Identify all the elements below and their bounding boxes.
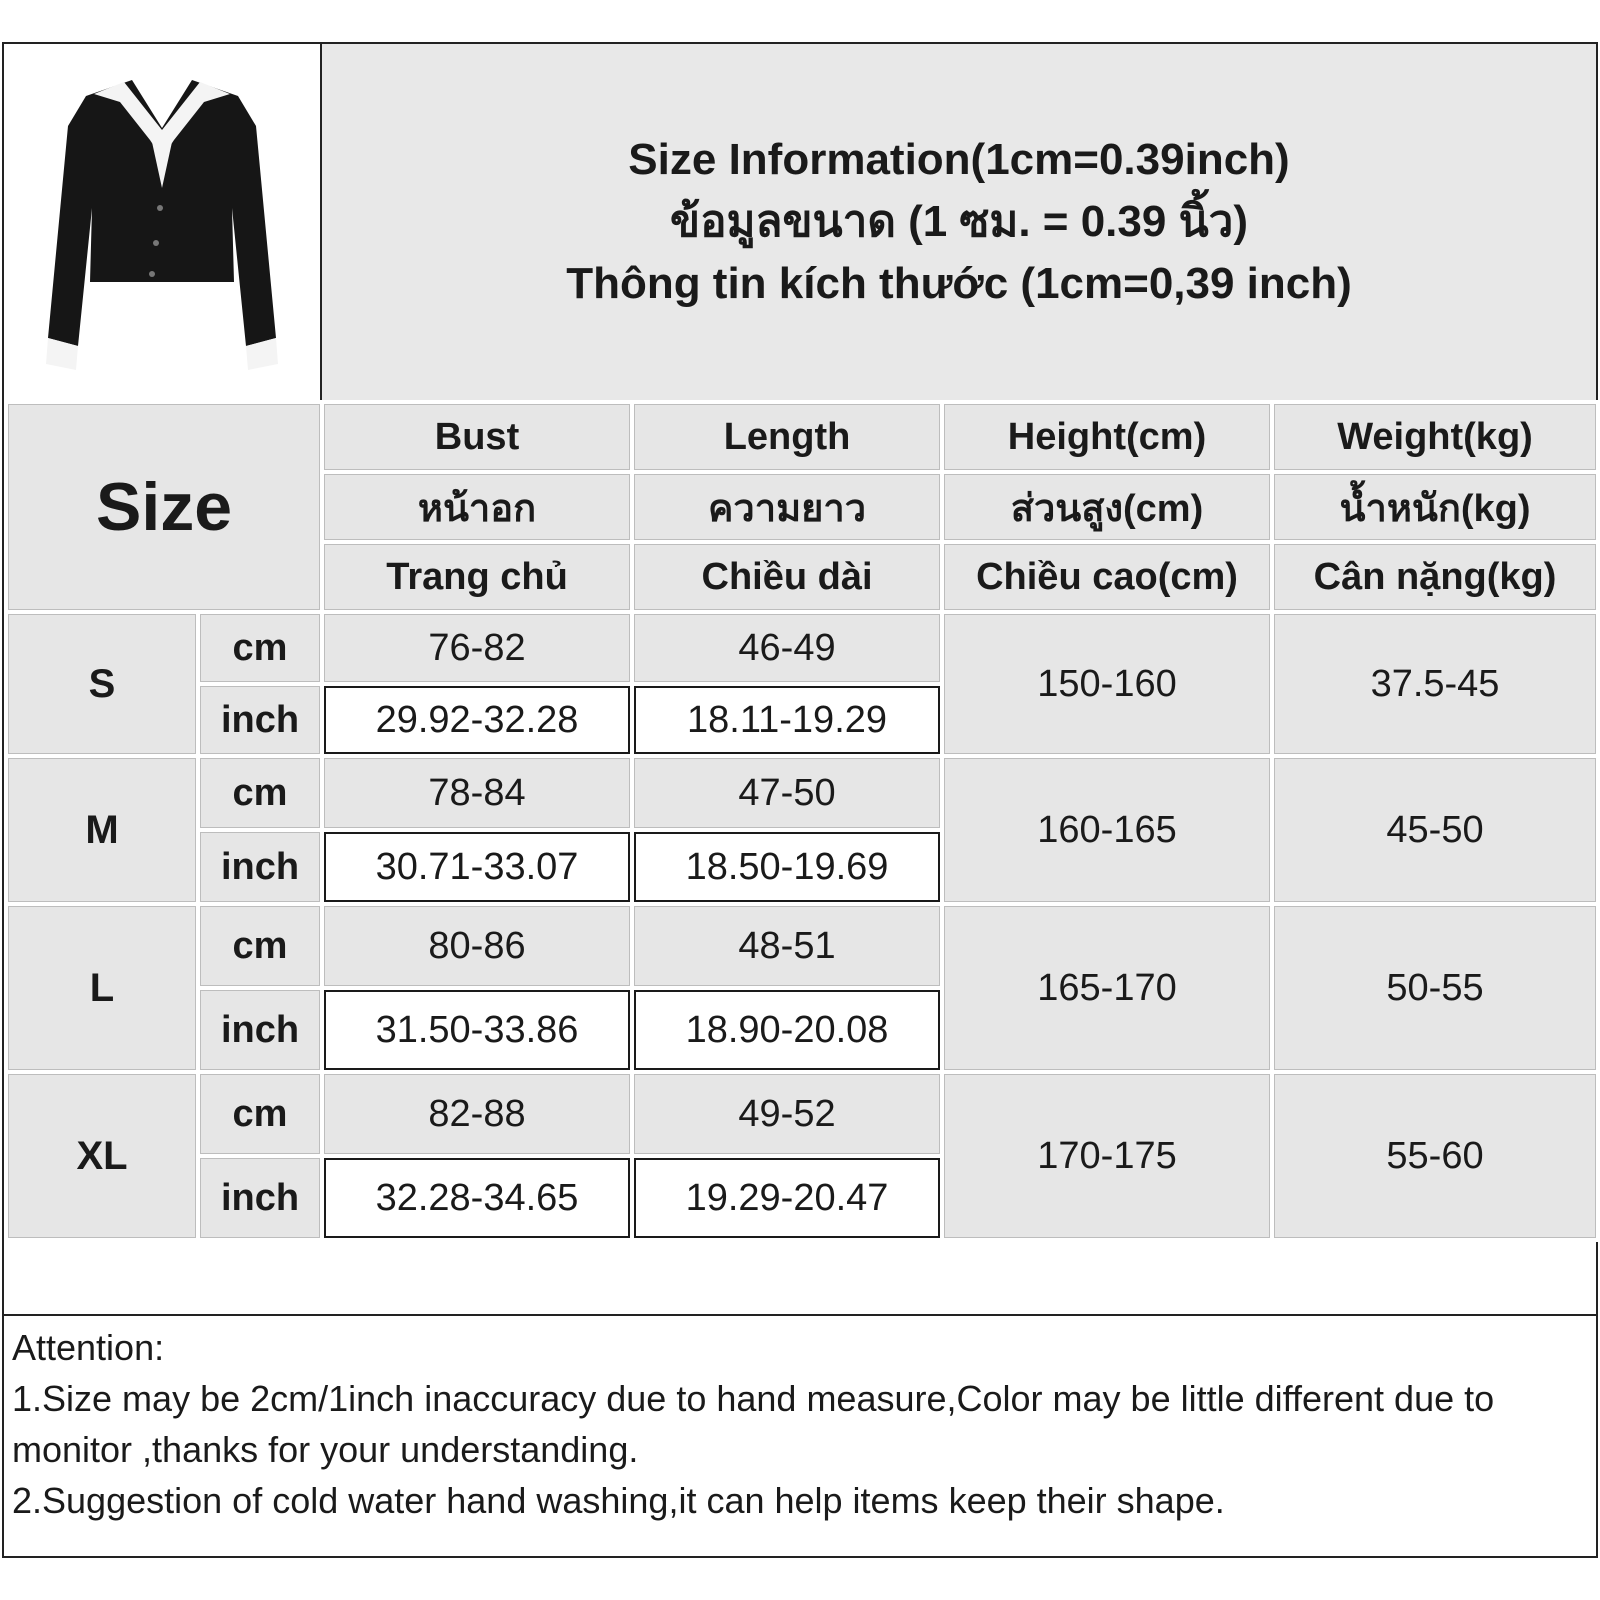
title-area	[322, 44, 1596, 400]
height-range: 160-165	[942, 756, 1272, 904]
size-header: Size	[6, 402, 322, 612]
unit-inch: inch	[198, 988, 322, 1072]
col-bust-vi: Trang chủ	[322, 542, 632, 612]
height-range: 150-160	[942, 612, 1272, 756]
bust-inch: 31.50-33.86	[322, 988, 632, 1072]
table-row	[6, 612, 1598, 684]
length-inch: 19.29-20.47	[632, 1156, 942, 1240]
attention-notes	[4, 1314, 1596, 1556]
note-measurement: 1.Size may be 2cm/1inch inaccuracy due to hand measure,Color may be little different due to monitor ,thanks for your understanding.	[12, 1378, 1495, 1470]
unit-cm: cm	[198, 1072, 322, 1156]
col-weight-en: Weight(kg)	[1272, 402, 1598, 472]
col-length-th: ความยาว	[632, 472, 942, 542]
unit-inch: inch	[198, 1156, 322, 1240]
length-cm: 46-49	[632, 612, 942, 684]
product-photo	[4, 44, 322, 400]
weight-range: 37.5-45	[1272, 612, 1598, 756]
unit-cm: cm	[198, 612, 322, 684]
col-height-th: ส่วนสูง(cm)	[942, 472, 1272, 542]
size-xl: XL	[6, 1072, 198, 1240]
height-range: 170-175	[942, 1072, 1272, 1240]
unit-cm: cm	[198, 756, 322, 830]
header-row-english	[6, 402, 1598, 472]
size-l: L	[6, 904, 198, 1072]
col-weight-vi: Cân nặng(kg)	[1272, 542, 1598, 612]
bust-cm: 82-88	[322, 1072, 632, 1156]
weight-range: 45-50	[1272, 756, 1598, 904]
table-row	[6, 756, 1598, 830]
title-vietnamese: Thông tin kích thước (1cm=0,39 inch)	[566, 259, 1352, 308]
bust-inch: 32.28-34.65	[322, 1156, 632, 1240]
weight-range: 55-60	[1272, 1072, 1598, 1240]
length-inch: 18.90-20.08	[632, 988, 942, 1072]
col-length-en: Length	[632, 402, 942, 472]
col-weight-th: น้ำหนัก(kg)	[1272, 472, 1598, 542]
col-length-vi: Chiều dài	[632, 542, 942, 612]
length-inch: 18.11-19.29	[632, 684, 942, 756]
table-row	[6, 904, 1598, 988]
bust-cm: 76-82	[322, 612, 632, 684]
bust-cm: 80-86	[322, 904, 632, 988]
bust-inch: 29.92-32.28	[322, 684, 632, 756]
weight-range: 50-55	[1272, 904, 1598, 1072]
height-range: 165-170	[942, 904, 1272, 1072]
col-bust-th: หน้าอก	[322, 472, 632, 542]
length-cm: 48-51	[632, 904, 942, 988]
size-chart	[2, 42, 1598, 1558]
bust-inch: 30.71-33.07	[322, 830, 632, 904]
notes-heading: Attention:	[12, 1327, 165, 1368]
length-cm: 47-50	[632, 756, 942, 830]
title-thai: ข้อมูลขนาด (1 ซม. = 0.39 นิ้ว)	[669, 197, 1248, 246]
cropped-cardigan-icon	[24, 58, 300, 378]
size-m: M	[6, 756, 198, 904]
unit-inch: inch	[198, 684, 322, 756]
note-washing: 2.Suggestion of cold water hand washing,it can help items keep their shape.	[12, 1480, 1225, 1521]
bust-cm: 78-84	[322, 756, 632, 830]
col-height-vi: Chiều cao(cm)	[942, 542, 1272, 612]
size-table	[4, 400, 1600, 1242]
title-english: Size Information(1cm=0.39inch)	[628, 135, 1290, 184]
header-block	[4, 44, 1596, 402]
table-row	[6, 1072, 1598, 1156]
unit-cm: cm	[198, 904, 322, 988]
unit-inch: inch	[198, 830, 322, 904]
length-cm: 49-52	[632, 1072, 942, 1156]
length-inch: 18.50-19.69	[632, 830, 942, 904]
col-bust-en: Bust	[322, 402, 632, 472]
size-s: S	[6, 612, 198, 756]
col-height-en: Height(cm)	[942, 402, 1272, 472]
